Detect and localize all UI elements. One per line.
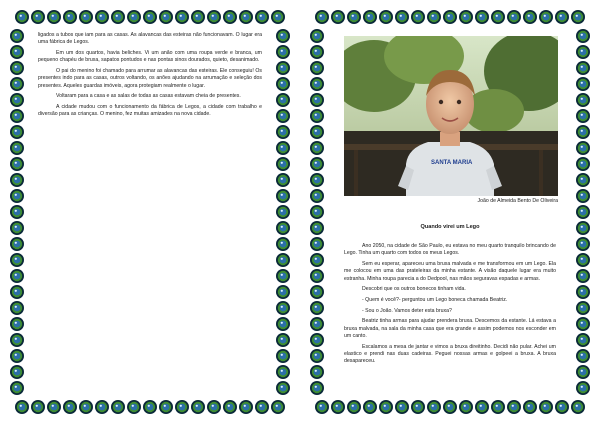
ornament-medallion (310, 253, 324, 267)
story-title: Quando virei um Lego (420, 224, 480, 230)
ornament-medallion (276, 141, 290, 155)
ornament-medallion (315, 400, 329, 414)
ornament-medallion (127, 10, 141, 24)
ornament-medallion (127, 400, 141, 414)
left-paragraph-3: O pai do menino foi chamado para arrumar as alavancas das esteiras. Ele conseguiu! Os presentes indo para as casas, outros voltando, os anões ajudando na arrumação e seleção dos presentes. Aqueles guardas imóveis, agora protegiam realmente o lugar. (38, 68, 262, 89)
ornament-medallion (191, 400, 205, 414)
ornament-medallion (555, 10, 569, 24)
ornament-medallion (276, 93, 290, 107)
ornament-medallion (576, 301, 590, 315)
ornament-medallion (443, 400, 457, 414)
ornament-medallion (239, 10, 253, 24)
ornament-medallion (111, 400, 125, 414)
ornament-medallion (310, 125, 324, 139)
ornament-medallion (276, 253, 290, 267)
left-page (10, 10, 290, 414)
ornament-medallion (63, 10, 77, 24)
ornament-medallion (47, 400, 61, 414)
right-paragraph-4: - Quem é você?- perguntou um Lego boneca chamada Beatriz. (362, 297, 508, 303)
ornament-medallion (276, 301, 290, 315)
ornament-medallion (310, 381, 324, 395)
ornament-medallion (443, 10, 457, 24)
ornament-medallion (276, 77, 290, 91)
ornament-medallion (576, 317, 590, 331)
ornament-medallion (331, 10, 345, 24)
ornament-medallion (576, 285, 590, 299)
right-page-text (344, 243, 556, 396)
ornament-medallion (95, 400, 109, 414)
ornament-medallion (15, 400, 29, 414)
ornament-medallion (347, 10, 361, 24)
ornament-medallion (10, 349, 24, 363)
ornament-medallion (276, 173, 290, 187)
ornament-medallion (276, 285, 290, 299)
ornament-medallion (239, 400, 253, 414)
left-paragraph-5: A cidade mudou com o funcionamento da fábrica de Legos, a cidade com trabalho e diversão para as crianças. O menino, fez muitas amizades na nova cidade. (38, 104, 262, 118)
ornament-medallion (576, 205, 590, 219)
right-page (310, 10, 590, 414)
ornament-medallion (310, 205, 324, 219)
ornament-medallion (576, 349, 590, 363)
ornament-medallion (310, 317, 324, 331)
ornament-medallion (555, 400, 569, 414)
ornament-medallion (10, 93, 24, 107)
ornament-medallion (576, 189, 590, 203)
ornament-medallion (276, 205, 290, 219)
ornament-medallion (10, 269, 24, 283)
ornament-medallion (363, 400, 377, 414)
ornament-medallion (310, 61, 324, 75)
ornament-medallion (576, 381, 590, 395)
ornament-medallion (576, 29, 590, 43)
ornament-medallion (363, 10, 377, 24)
ornament-medallion (310, 333, 324, 347)
ornament-medallion (310, 269, 324, 283)
ornament-medallion (411, 10, 425, 24)
ornament-medallion (310, 173, 324, 187)
ornament-medallion (207, 10, 221, 24)
ornament-medallion (310, 29, 324, 43)
ornament-medallion (576, 237, 590, 251)
ornament-medallion (576, 365, 590, 379)
ornament-medallion (310, 301, 324, 315)
ornament-medallion (491, 400, 505, 414)
ornament-medallion (576, 253, 590, 267)
right-paragraph-7: Escalamos a mesa de jantar e vimos a bruxa direitinho. Decidi não pular. Achei um elastico e prendi nas duas cadeiras. Peguei nossas armas e golpeei a bruxa. A bruxa desapareceu. (344, 343, 556, 365)
photo-caption: João de Almeida Bento De Oliveira (477, 198, 558, 204)
ornament-medallion (576, 157, 590, 171)
ornament-medallion (10, 45, 24, 59)
ornament-medallion (411, 400, 425, 414)
ornament-medallion (347, 400, 361, 414)
ornament-medallion (507, 10, 521, 24)
ornament-medallion (10, 317, 24, 331)
ornament-medallion (31, 400, 45, 414)
ornament-medallion (271, 10, 285, 24)
ornament-medallion (10, 109, 24, 123)
ornament-medallion (10, 253, 24, 267)
ornament-medallion (539, 400, 553, 414)
ornament-medallion (276, 29, 290, 43)
left-paragraph-2: Em um dos quartos, havia beliches. Vi um anão com uma roupa verde e branca, um pequeno chapéu de bruxa, sapatos pontudos e nas pontas sinos dourados, quieto, desanimado. (38, 50, 262, 64)
ornament-medallion (175, 10, 189, 24)
ornament-medallion (310, 157, 324, 171)
ornament-medallion (10, 141, 24, 155)
ornament-medallion (310, 285, 324, 299)
ornament-medallion (395, 400, 409, 414)
ornament-medallion (79, 400, 93, 414)
ornament-medallion (576, 77, 590, 91)
ornament-medallion (255, 10, 269, 24)
ornament-medallion (310, 237, 324, 251)
ornament-medallion (10, 333, 24, 347)
ornament-medallion (276, 221, 290, 235)
shirt-logo-text: SANTA MARIA (431, 160, 473, 166)
ornament-medallion (576, 125, 590, 139)
ornament-medallion (276, 61, 290, 75)
author-photo (344, 36, 558, 196)
ornament-medallion (10, 221, 24, 235)
ornament-medallion (276, 333, 290, 347)
ornament-medallion (276, 125, 290, 139)
ornament-medallion (111, 10, 125, 24)
ornament-medallion (576, 141, 590, 155)
ornament-medallion (276, 189, 290, 203)
ornament-medallion (276, 269, 290, 283)
ornament-medallion (10, 29, 24, 43)
ornament-medallion (310, 77, 324, 91)
right-paragraph-2: Sem eu esperar, apareceu uma bruxa malvada e me transformou em um Lego. Ela me colocou em uma das prateleiras da minha estante. A visão daquele lugar era muito estranha. Minha roupa parecia a do Dedpool, nas mãos seguravas espadas e armas. (344, 261, 556, 282)
ornament-medallion (576, 45, 590, 59)
ornament-medallion (143, 400, 157, 414)
ornament-medallion (276, 381, 290, 395)
ornament-medallion (159, 400, 173, 414)
ornament-medallion (10, 157, 24, 171)
ornament-medallion (310, 93, 324, 107)
ornament-medallion (276, 109, 290, 123)
ornament-medallion (523, 10, 537, 24)
right-paragraph-6: Beatriz tinha armas para ajudar prendera bruxa. Descemos da estante. Lá estava a bruxa malvada, na sala da minha casa que era grande e assim podemos nos esconder em um canto. (344, 318, 556, 339)
ornament-medallion (271, 400, 285, 414)
ornament-medallion (10, 125, 24, 139)
ornament-medallion (10, 173, 24, 187)
ornament-medallion (10, 365, 24, 379)
ornament-medallion (207, 400, 221, 414)
ornament-medallion (576, 333, 590, 347)
ornament-medallion (310, 221, 324, 235)
ornament-medallion (63, 400, 77, 414)
ornament-medallion (159, 10, 173, 24)
ornament-medallion (10, 189, 24, 203)
ornament-medallion (79, 10, 93, 24)
ornament-medallion (459, 400, 473, 414)
ornament-medallion (47, 10, 61, 24)
ornament-medallion (276, 349, 290, 363)
ornament-medallion (331, 400, 345, 414)
ornament-medallion (395, 10, 409, 24)
ornament-medallion (10, 301, 24, 315)
ornament-medallion (310, 109, 324, 123)
ornament-medallion (310, 45, 324, 59)
ornament-medallion (223, 400, 237, 414)
ornament-medallion (276, 237, 290, 251)
ornament-medallion (576, 109, 590, 123)
ornament-medallion (576, 221, 590, 235)
ornament-medallion (576, 61, 590, 75)
ornament-medallion (491, 10, 505, 24)
ornament-medallion (95, 10, 109, 24)
left-paragraph-4: Voltaram para a casa e as salas de todas as casas estavam cheia de presentes. (56, 93, 241, 100)
right-paragraph-3: Descobri que os outros bonecos tinham vida. (362, 286, 466, 293)
ornament-medallion (10, 237, 24, 251)
ornament-medallion (276, 45, 290, 59)
ornament-medallion (175, 400, 189, 414)
ornament-medallion (379, 400, 393, 414)
ornament-medallion (539, 10, 553, 24)
ornament-medallion (15, 10, 29, 24)
ornament-medallion (276, 317, 290, 331)
ornament-medallion (10, 285, 24, 299)
ornament-medallion (143, 10, 157, 24)
ornament-medallion (379, 10, 393, 24)
ornament-medallion (191, 10, 205, 24)
ornament-medallion (310, 349, 324, 363)
ornament-medallion (10, 77, 24, 91)
ornament-medallion (427, 400, 441, 414)
ornament-medallion (571, 10, 585, 24)
ornament-medallion (310, 189, 324, 203)
ornament-medallion (310, 365, 324, 379)
ornament-medallion (315, 10, 329, 24)
ornament-medallion (31, 10, 45, 24)
left-paragraph-1: ligados a tubos que iam para as casas. As alavancas das esteiras não funcionavam. O lugar era uma fábrica de Legos. (38, 32, 262, 46)
ornament-medallion (10, 381, 24, 395)
ornament-medallion (576, 93, 590, 107)
ornament-medallion (576, 269, 590, 283)
right-paragraph-1: Ano 2050, na cidade de São Paulo, eu estava no meu quarto tranquilo brincando de Lego. Tinha um quarto com todos os meus Legos. (344, 243, 556, 257)
left-page-text (38, 32, 262, 392)
ornament-medallion (310, 141, 324, 155)
ornament-medallion (507, 400, 521, 414)
ornament-medallion (459, 10, 473, 24)
ornament-medallion (427, 10, 441, 24)
ornament-medallion (475, 10, 489, 24)
ornament-medallion (276, 365, 290, 379)
ornament-medallion (10, 205, 24, 219)
ornament-medallion (255, 400, 269, 414)
ornament-medallion (276, 157, 290, 171)
ornament-medallion (223, 10, 237, 24)
ornament-medallion (523, 400, 537, 414)
right-paragraph-5: - Sou o João. Vamos deter esta bruxa? (362, 307, 452, 314)
ornament-medallion (576, 173, 590, 187)
ornament-medallion (10, 61, 24, 75)
ornament-medallion (475, 400, 489, 414)
ornament-medallion (571, 400, 585, 414)
